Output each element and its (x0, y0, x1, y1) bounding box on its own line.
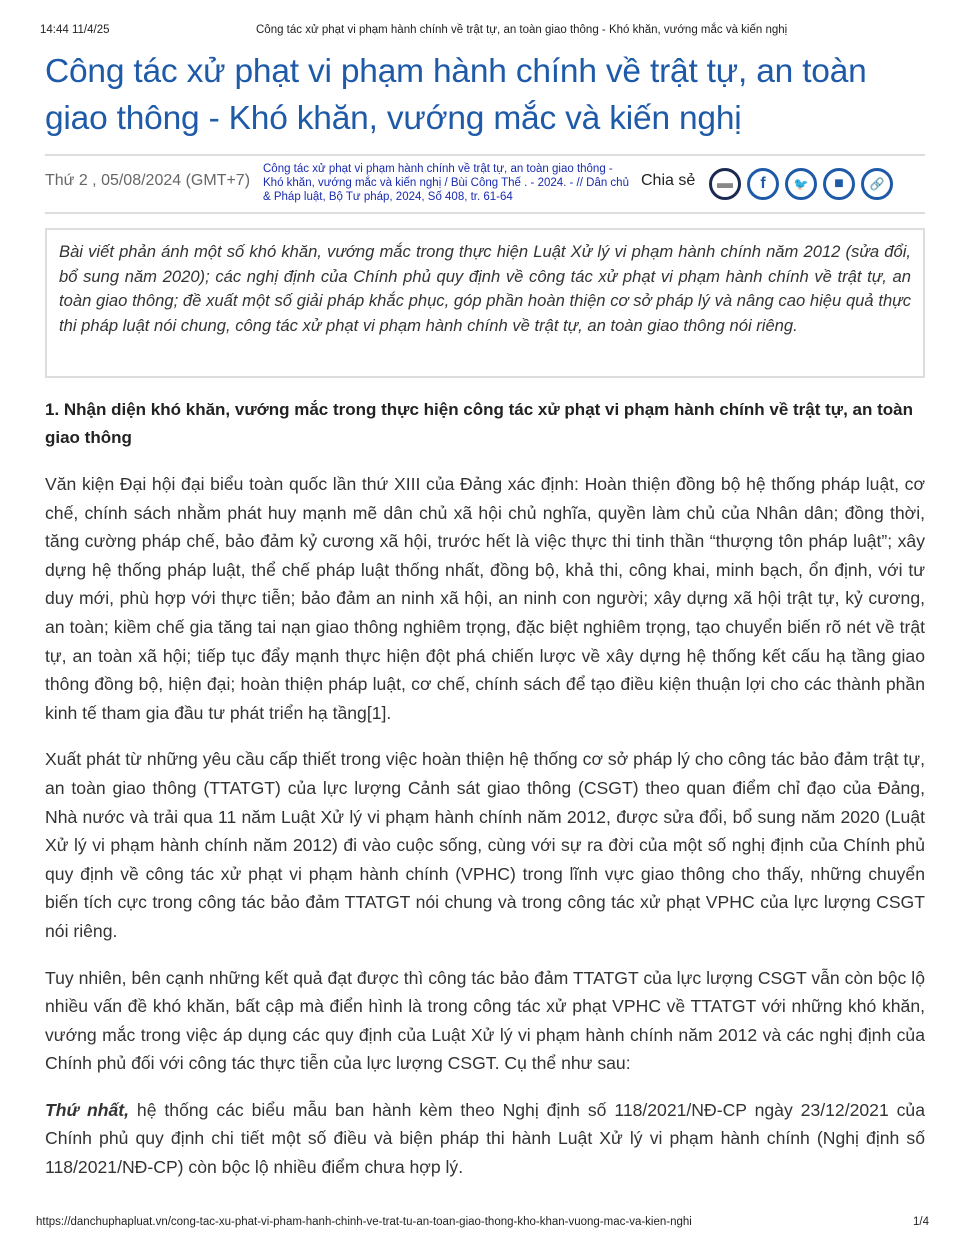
twitter-icon[interactable]: 🐦 (785, 168, 817, 200)
print-footer (36, 1216, 929, 1230)
print-page-title: Công tác xử phạt vi phạm hành chính về trật tự, an toàn giao thông - Khó khăn, vướng mắc và kiến nghị (256, 24, 788, 36)
print-icon[interactable]: ▬ (709, 168, 741, 200)
article-title: Công tác xử phạt vi phạm hành chính về trật tự, an toàn giao thông - Khó khăn, vướng mắc và kiến nghị (45, 53, 867, 137)
link-icon[interactable]: 🔗 (861, 168, 893, 200)
article-abstract: Bài viết phản ánh một số khó khăn, vướng mắc trong thực hiện Luật Xử lý vi phạm hành chính năm 2012 (sửa đổi, bổ sung năm 2020); các nghị định của Chính phủ quy định về công tác xử phạt vi phạm hành chính về trật tự, an toàn giao thông; đề xuất một số giải pháp khắc phục, góp phần hoàn thiện cơ sở pháp lý và nâng cao hiệu quả thực thi pháp luật nói chung, công tác xử phạt vi phạm hành chính về trật tự, an toàn giao thông nói riêng. (45, 228, 925, 378)
section-heading: 1. Nhận diện khó khăn, vướng mắc trong thực hiện công tác xử phạt vi phạm hành chính về trật tự, an toàn giao thông (45, 400, 913, 447)
paragraph: Tuy nhiên, bên cạnh những kết quả đạt được thì công tác bảo đảm TTATGT của lực lượng CSGT vẫn còn bộc lộ nhiều vấn đề khó khăn, bất cập mà điển hình là trong công tác xử phạt VPHC về TTATGT với những khó khăn, vướng mắc trong việc áp dụng các quy định của Luật Xử lý vi phạm hành chính năm 2012 và các nghị định của Chính phủ đối với công tác thực tiễn của lực lượng CSGT. Cụ thể như sau: (45, 967, 925, 1074)
print-header (40, 24, 929, 38)
paragraph: Xuất phát từ những yêu cầu cấp thiết trong việc hoàn thiện hệ thống cơ sở pháp lý cho công tác bảo đảm trật tự, an toàn giao thông (TTATGT) của lực lượng Cảnh sát giao thông (CSGT) theo quan điểm chỉ đạo của Đảng, Nhà nước và trải qua 11 năm Luật Xử lý vi phạm hành chính năm 2012, được sửa đổi, bổ sung năm 2020 (Luật Xử lý vi phạm hành chính năm 2012) đi vào cuộc sống, cùng với sự ra đời của một số nghị định của Chính phủ quy định về công tác xử phạt vi phạm hành chính (VPHC) trong lĩnh vực giao thông cho thấy, những chuyển biến tích cực trong công tác bảo đảm TTATGT nói chung và trong công tác xử phạt VPHC của lực lượng CSGT nói riêng. (45, 749, 925, 941)
share-label: Chia sẻ (641, 172, 696, 189)
share-icons (709, 168, 893, 200)
print-url: https://danchuphapluat.vn/cong-tac-xu-phat-vi-pham-hanh-chinh-ve-trat-tu-an-toan-giao-thong-kho-khan-vuong-mac-va-kien-nghi (36, 1216, 692, 1228)
paragraph: Văn kiện Đại hội đại biểu toàn quốc lần thứ XIII của Đảng xác định: Hoàn thiện đồng bộ hệ thống pháp luật, cơ chế, chính sách nhằm phát huy mạnh mẽ dân chủ xã hội chủ nghĩa, quyền làm chủ của Nhân dân; đồng thời, tăng cường pháp chế, bảo đảm kỷ cương xã hội, trước hết là việc thực thi tinh thần “thượng tôn pháp luật”; xây dựng hệ thống pháp luật, thể chế pháp luật thống nhất, đồng bộ, khả thi, công khai, minh bạch, ổn định, với tư duy mới, phù hợp với thực tiễn; bảo đảm an ninh xã hội, an ninh con người; xây dựng xã hội trật tự, kỷ cương, an toàn; kiềm chế gia tăng tai nạn giao thông nghiêm trọng, đặc biệt nghiêm trọng, tạo chuyển biến rõ nét về trật tự, an toàn xã hội; tiếp tục đẩy mạnh thực hiện đột phá chiến lược về xây dựng hệ thống kết cấu hạ tầng giao thông đồng bộ, hiện đại; hoàn thiện pháp luật, cơ chế, chính sách để tạo điều kiện thuận lợi cho các thành phần kinh tế tham gia đầu tư phát triển hạ tầng[1]. (45, 474, 925, 723)
article-meta (45, 162, 925, 206)
facebook-icon[interactable]: f (747, 168, 779, 200)
divider (45, 154, 925, 156)
email-icon[interactable]: ■ (823, 168, 855, 200)
page-number: 1/4 (913, 1216, 929, 1228)
article-body (45, 228, 925, 1182)
citation-link[interactable]: Công tác xử phạt vi phạm hành chính về trật tự, an toàn giao thông - Khó khăn, vướng mắc và kiến nghị / Bùi Công Thế . - 2024. - // Dân chủ & Pháp luật, Bộ Tư pháp, 2024, Số 408, tr. 61-64 (263, 163, 629, 203)
paragraph (45, 1096, 925, 1182)
paragraph-lead: Thứ nhất, (45, 1099, 129, 1120)
print-datetime: 14:44 11/4/25 (40, 24, 110, 36)
paragraph-text: hệ thống các biểu mẫu ban hành kèm theo Nghị định số 118/2021/NĐ-CP ngày 23/12/2021 của Chính phủ quy định chi tiết một số điều và biện pháp thi hành Luật Xử lý vi phạm hành chính (Nghị định số 118/2021/NĐ-CP) còn bộc lộ nhiều điểm chưa hợp lý. (45, 1099, 926, 1178)
article-date: Thứ 2 , 05/08/2024 (GMT+7) (45, 172, 251, 189)
divider (45, 212, 925, 214)
